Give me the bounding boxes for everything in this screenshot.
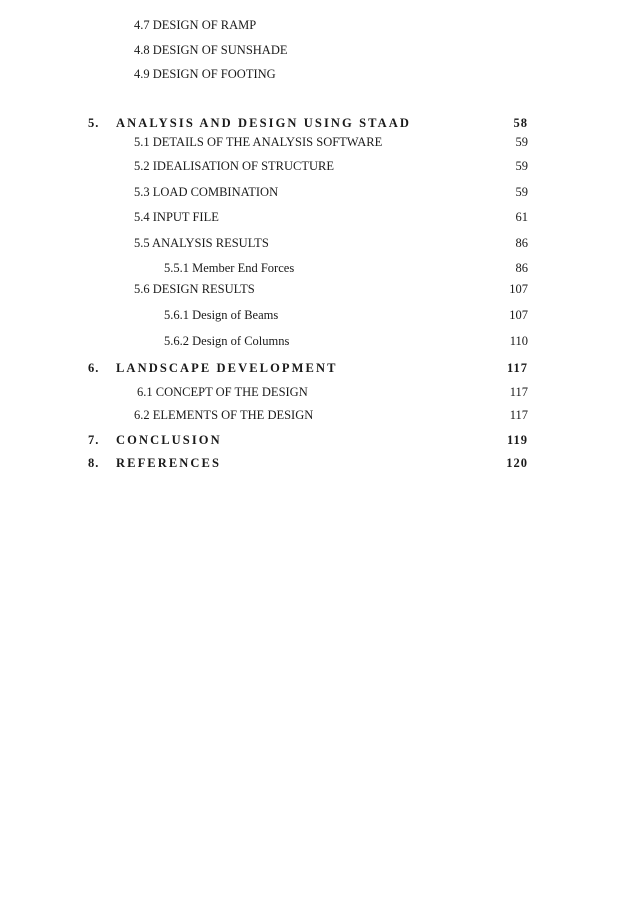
toc-entry-label: 4.8 DESIGN OF SUNSHADE	[134, 43, 288, 57]
toc-entry-4-7	[0, 15, 638, 35]
chapter-page-number: 58	[513, 116, 528, 130]
toc-entry-label: 5.5.1 Member End Forces	[164, 261, 295, 275]
toc-chapter-5	[0, 113, 638, 133]
toc-entry-6-1	[0, 382, 638, 402]
toc-entry-label: 5.3 LOAD COMBINATION	[134, 185, 279, 199]
chapter-number: 7.	[88, 433, 100, 447]
toc-entry-label: 5.1 DETAILS OF THE ANALYSIS SOFTWARE	[134, 135, 383, 149]
chapter-title: ANALYSIS AND DESIGN USING STAAD	[116, 116, 412, 130]
chapter-title: CONCLUSION	[116, 433, 222, 447]
toc-entry-label: 4.9 DESIGN OF FOOTING	[134, 67, 276, 81]
toc-entry-page: 59	[515, 185, 528, 199]
chapter-number: 8.	[88, 456, 100, 470]
toc-entry-4-9	[0, 64, 638, 84]
toc-entry-4-8	[0, 40, 638, 60]
toc-entry-5-1	[0, 132, 638, 152]
chapter-title: REFERENCES	[116, 456, 222, 470]
toc-entry-label: 4.7 DESIGN OF RAMP	[134, 18, 257, 32]
chapter-number: 5.	[88, 116, 100, 130]
toc-entry-5-6	[0, 279, 638, 299]
toc-entry-label: 5.5 ANALYSIS RESULTS	[134, 236, 269, 250]
toc-entry-6-2	[0, 405, 638, 425]
toc-entry-label: 5.6.2 Design of Columns	[164, 334, 290, 348]
toc-entry-label: 5.2 IDEALISATION OF STRUCTURE	[134, 159, 334, 173]
toc-chapter-8	[0, 453, 638, 473]
toc-entry-page: 107	[509, 282, 528, 296]
toc-chapter-6	[0, 358, 638, 378]
toc-entry-label: 6.1 CONCEPT OF THE DESIGN	[137, 385, 308, 399]
toc-entry-5-5	[0, 233, 638, 253]
toc-entry-page: 59	[515, 135, 528, 149]
toc-entry-label: 6.2 ELEMENTS OF THE DESIGN	[134, 408, 314, 422]
toc-entry-5-4	[0, 207, 638, 227]
chapter-title: LANDSCAPE DEVELOPMENT	[116, 361, 338, 375]
toc-entry-page: 110	[509, 334, 528, 348]
toc-entry-5-2	[0, 156, 638, 176]
toc-entry-5-5-1	[0, 258, 638, 278]
toc-entry-page: 59	[515, 159, 528, 173]
chapter-page-number: 117	[506, 361, 528, 375]
toc-entry-page: 86	[515, 261, 528, 275]
chapter-number: 6.	[88, 361, 100, 375]
toc-entry-5-3	[0, 182, 638, 202]
toc-entry-label: 5.6 DESIGN RESULTS	[134, 282, 255, 296]
toc-entry-5-6-2	[0, 331, 638, 351]
toc-entry-5-6-1	[0, 305, 638, 325]
toc-chapter-7	[0, 430, 638, 450]
toc-entry-page: 107	[509, 308, 528, 322]
chapter-page-number: 119	[506, 433, 528, 447]
toc-entry-label: 5.6.1 Design of Beams	[164, 308, 279, 322]
toc-entry-page: 61	[515, 210, 528, 224]
toc-entry-label: 5.4 INPUT FILE	[134, 210, 219, 224]
toc-entry-page: 117	[509, 385, 528, 399]
toc-entry-page: 117	[509, 408, 528, 422]
toc-entry-page: 86	[515, 236, 528, 250]
chapter-page-number: 120	[506, 456, 528, 470]
